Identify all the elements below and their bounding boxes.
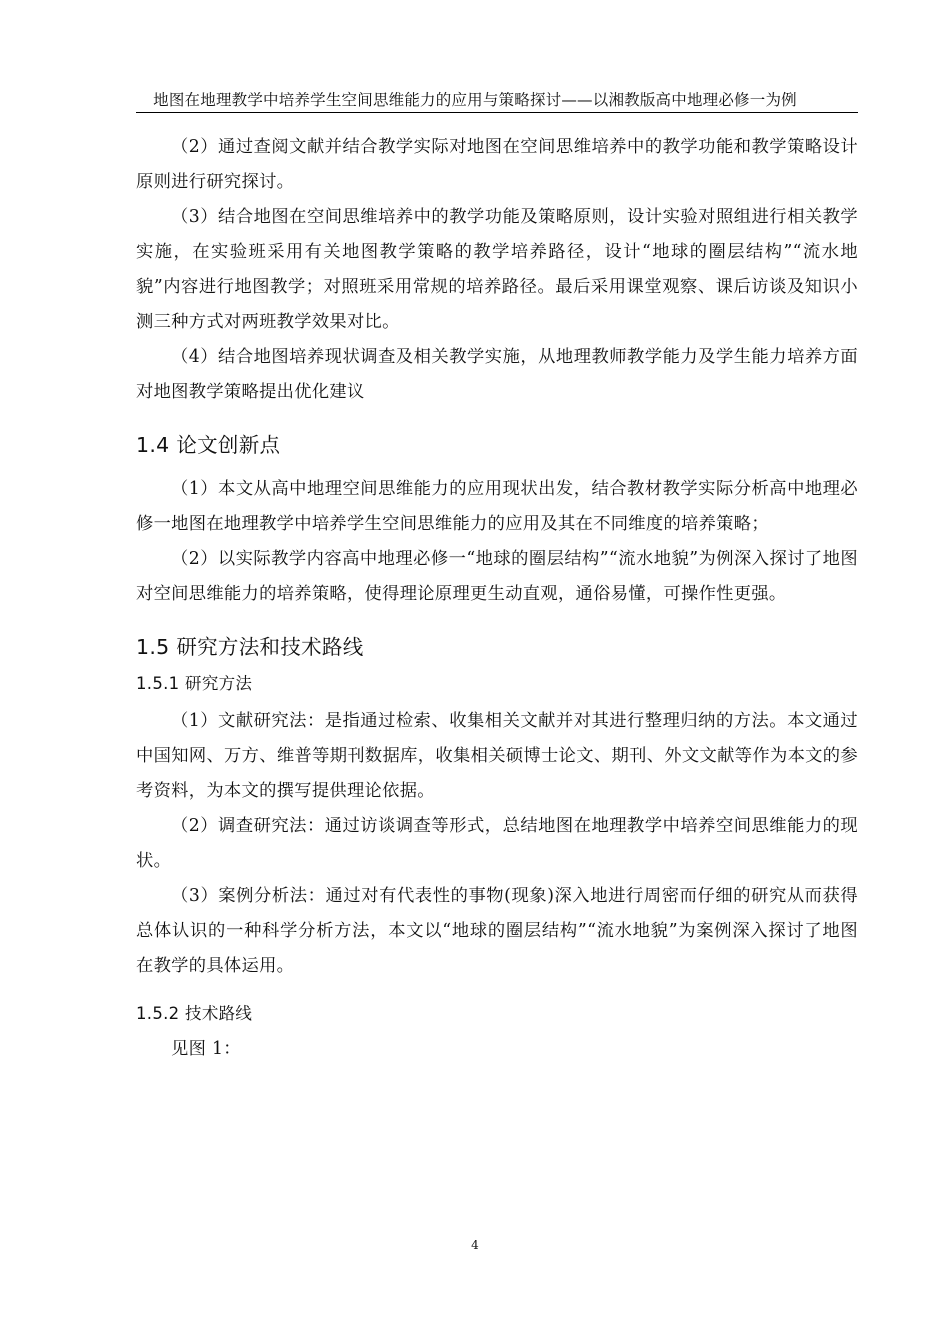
- body-text: [136, 130, 858, 1067]
- section-heading-1-4: 1.4 论文创新点: [136, 433, 281, 457]
- running-header: 地图在地理教学中培养学生空间思维能力的应用与策略探讨——以湘教版高中地理必修一为例: [153, 91, 797, 109]
- header-rule: [136, 112, 858, 113]
- subsection-heading-1-5-2: 1.5.2 技术路线: [136, 1004, 253, 1023]
- section-heading-1-5: 1.5 研究方法和技术路线: [136, 635, 364, 659]
- paragraph-method-1: （1）文献研究法：是指通过检索、收集相关文献并对其进行整理归纳的方法。本文通过中国知网、万方、维普等期刊数据库，收集相关硕博士论文、期刊、外文文献等作为本文的参考资料，为本文的撰写提供理论依据。: [136, 711, 858, 801]
- paragraph-innovation-2: （2）以实际教学内容高中地理必修一“地球的圈层结构”“流水地貌”为例深入探讨了地图对空间思维能力的培养策略，使得理论原理更生动直观，通俗易懂，可操作性更强。: [136, 549, 858, 604]
- paragraph-item-3: （3）结合地图在空间思维培养中的教学功能及策略原则，设计实验对照组进行相关教学实施，在实验班采用有关地图教学策略的教学培养路径，设计“地球的圈层结构”“流水地貌”内容进行地图教学；对照班采用常规的培养路径。最后采用课堂观察、课后访谈及知识小测三种方式对两班教学效果对比。: [136, 207, 858, 332]
- page-number: 4: [471, 1238, 479, 1252]
- paragraph-item-2: （2）通过查阅文献并结合教学实际对地图在空间思维培养中的教学功能和教学策略设计原则进行研究探讨。: [136, 137, 858, 192]
- paragraph-method-2: （2）调查研究法：通过访谈调查等形式，总结地图在地理教学中培养空间思维能力的现状。: [136, 816, 858, 871]
- subsection-heading-1-5-1: 1.5.1 研究方法: [136, 674, 253, 693]
- paragraph-item-4: （4）结合地图培养现状调查及相关教学实施，从地理教师教学能力及学生能力培养方面对地图教学策略提出优化建议: [136, 347, 858, 402]
- paragraph-see-figure: 见图 1：: [171, 1039, 241, 1059]
- paragraph-method-3: （3）案例分析法：通过对有代表性的事物(现象)深入地进行周密而仔细的研究从而获得总体认识的一种科学分析方法，本文以“地球的圈层结构”“流水地貌”为案例深入探讨了地图在教学的具体运用。: [136, 886, 858, 976]
- paragraph-innovation-1: （1）本文从高中地理空间思维能力的应用现状出发，结合教材教学实际分析高中地理必修一地图在地理教学中培养学生空间思维能力的应用及其在不同维度的培养策略；: [136, 479, 858, 534]
